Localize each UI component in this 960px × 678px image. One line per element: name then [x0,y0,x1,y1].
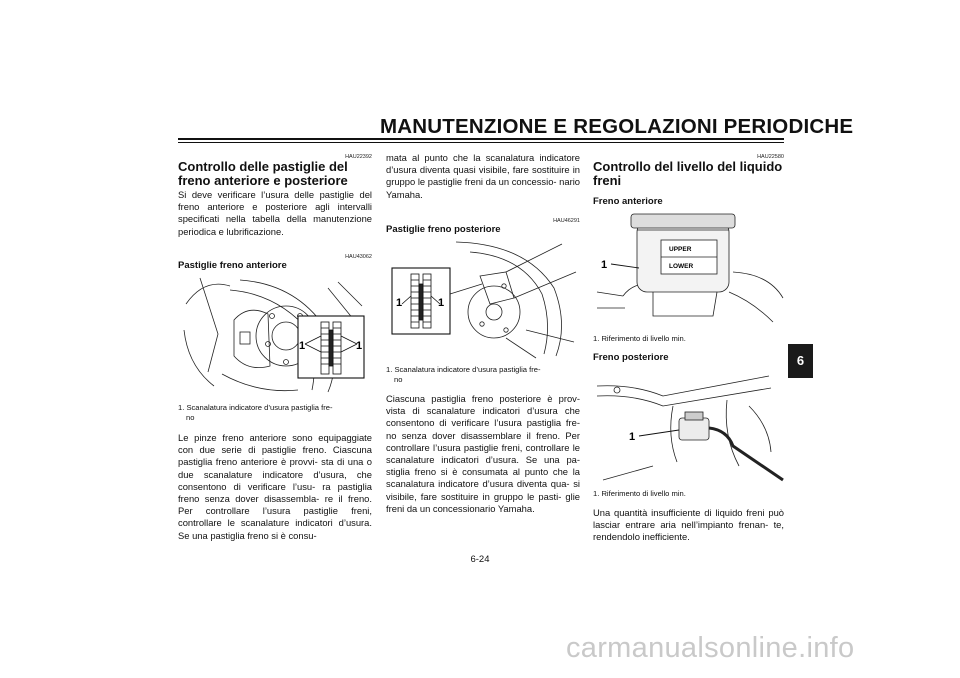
leader-line [639,430,679,436]
front-brake-pad-figure [178,274,372,398]
reservoir-outline [679,418,709,440]
fork-outline [186,284,230,304]
rear-disc-outline [468,286,520,338]
rear-brake-pad-figure [386,238,580,360]
subsection-title: Freno posteriore [593,352,669,363]
handlebar-outline [597,292,625,308]
figure-caption: 1. Scanalatura indicatore d’usura pastiglia fre- no [178,403,333,422]
subsection-title: Pastiglie freno anteriore [178,260,287,271]
leader-line [611,264,639,268]
callout-1: 1 [629,431,636,443]
figure-caption: 1. Riferimento di livello min. [593,489,686,498]
figure-caption: 1. Scanalatura indicatore d’usura pastiglia fre- no [386,365,541,384]
ref-code: HAU43062 [345,254,372,260]
ref-code: HAU46291 [553,218,580,224]
subsection-title: Pastiglie freno posteriore [386,224,501,235]
page-header-title: MANUTENZIONE E REGOLAZIONI PERIODICHE [380,115,854,138]
lower-mark: LOWER [669,263,694,270]
callout-1-right: 1 [356,340,363,352]
front-reservoir-figure [593,212,784,328]
intro-paragraph: Si deve verificare l’usura delle pastiglie del freno anteriore e posteriore agli intervalli specificati nella tabella della manutenzione periodica e lubrificazione. [178,189,372,237]
caliper-outline [234,310,270,367]
rear-caliper-outline [480,272,514,304]
watermark: carmanualsonline.info [566,632,855,664]
ref-code: HAU22392 [345,154,372,160]
rear-reservoir-figure [593,366,784,484]
body-paragraph: Le pinze freno anteriore sono equipaggiate con due serie di pastiglie freno. Ciascuna pastiglia freno anteriore è provvi- sta di una o due scanalature indicatore d’usura, che consentono di verificare l’usu- ra pastiglia freno senza dover disassembla- re il freno. Per controllare l’usura pastiglie freni, controllare le scanalature indicatori d’usura. Se una pastiglia freno si è consu- [178,432,372,541]
callout-1-left: 1 [299,340,306,352]
body-paragraph: Una quantità insufficiente di liquido freni può lasciar entrare aria nell’impianto frenan- te, rendendolo inefficiente. [593,507,784,543]
figure-caption: 1. Riferimento di livello min. [593,334,686,343]
section-title: Controllo del livello del liquido freni [593,159,783,188]
subsection-title: Freno anteriore [593,196,663,207]
callout-1-right: 1 [438,297,445,309]
header-rule-thin [178,142,784,143]
section-title: Controllo delle pastiglie del freno anteriore e posteriore [178,159,348,188]
chapter-tab: 6 [788,344,813,378]
upper-mark: UPPER [669,246,692,253]
continued-paragraph: mata al punto che la scanalatura indicatore d’usura diventa quasi visibile, fare sostituire in gruppo le pastiglie freni da un concessio- nario Yamaha. [386,152,580,200]
ref-code: HAU22580 [757,154,784,160]
body-paragraph: Ciascuna pastiglia freno posteriore è prov- vista di scanalature indicatori d’usura che consentono di verificare l’usura pastiglia fre- no senza dover disassemblare il freno. Per controllare l’usura pastiglie freni, controllare le scanalature indicatori d’usura. Se una pa- stiglia freno si è consumata al punto che la scanalatura indicatore d’usura diventa qua- si visibile, fare sostituire in gruppo le pasti- glie freni da un concessionario Yamaha. [386,393,580,514]
callout-1-left: 1 [396,297,403,309]
callout-1: 1 [601,259,608,271]
page-number: 6-24 [470,554,490,565]
header-rule-thick [178,138,784,140]
